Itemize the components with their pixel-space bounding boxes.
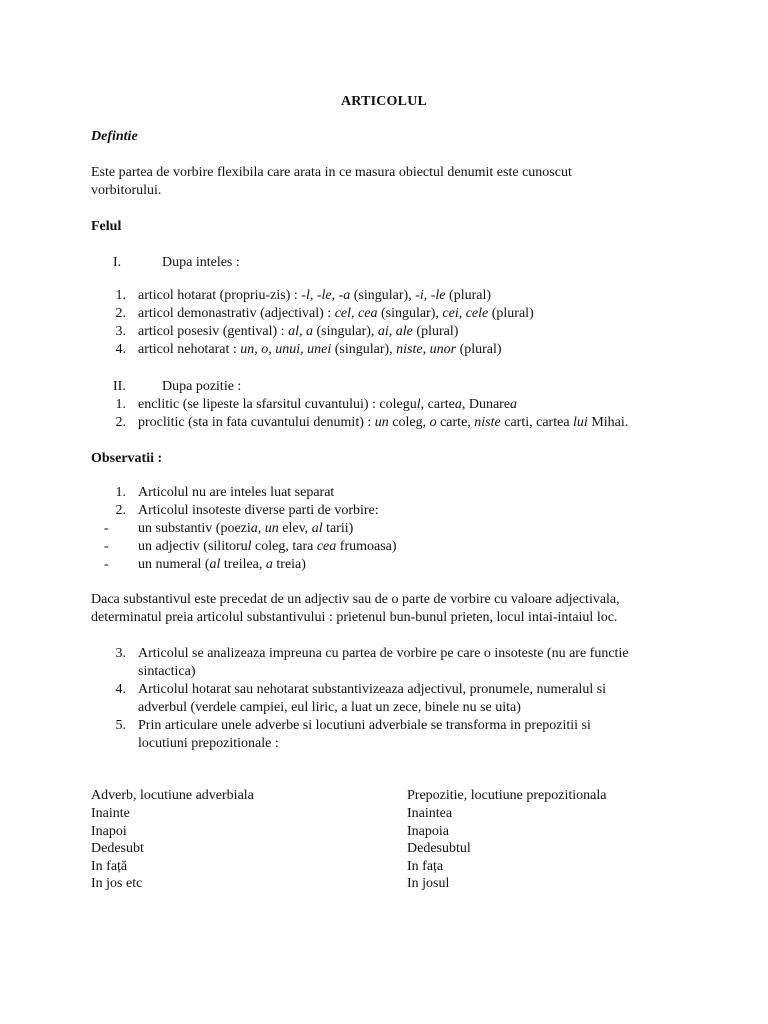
italic-fragment: cea — [316, 539, 337, 554]
text-fragment: articol nehotarat : — [138, 342, 241, 357]
text-fragment: articol hotarat (propriu-zis) : — [138, 288, 302, 303]
italic-fragment: a — [454, 397, 462, 412]
list-marker: 3. — [115, 324, 126, 339]
text-fragment: Articolul insoteste diverse parti de vorbire: — [138, 503, 379, 518]
text-fragment: proclitic (sta in fata cuvantului denumit) : — [138, 415, 375, 430]
italic-fragment: l — [247, 539, 252, 554]
table-cell-preposition: Dedesubtul — [407, 841, 471, 857]
list-item — [138, 287, 491, 305]
note-line2: determinatul preia articolul substantivului : prietenul bun-bunul prieten, locul intai-intaiul loc. — [91, 610, 618, 625]
text-fragment: (singular), — [331, 342, 397, 357]
list-item — [138, 502, 379, 520]
italic-fragment: lui — [573, 415, 588, 430]
table-cell-adverb: In față — [91, 858, 128, 874]
italic-fragment: al — [209, 557, 221, 572]
note-line1: Daca substantivul este precedat de un adjectiv sau de o parte de vorbire cu valoare adjectivala, — [91, 592, 620, 607]
text-fragment: , carte — [420, 397, 455, 412]
text-fragment: tarii) — [322, 521, 354, 536]
list-marker: - — [104, 539, 109, 554]
list-item — [138, 305, 534, 323]
felul-heading: Felul — [91, 219, 122, 234]
list-marker: 5. — [115, 718, 126, 733]
list-item — [138, 396, 517, 414]
italic-fragment: a — [250, 521, 258, 536]
definitie-text-line1: Este partea de vorbire flexibila care arata in ce masura obiectul denumit este cunoscut — [91, 165, 572, 180]
text-fragment: un numeral ( — [138, 557, 210, 572]
roman-numeral-1: I. — [113, 255, 122, 270]
text-fragment: un substantiv (poezi — [138, 521, 251, 536]
list-item — [138, 484, 334, 502]
text-fragment: (singular), — [377, 306, 443, 321]
text-fragment: frumoasa) — [336, 539, 397, 554]
list-marker: 1. — [115, 288, 126, 303]
text-fragment: carte, — [436, 415, 475, 430]
list-item — [138, 323, 458, 341]
italic-fragment: cei, cele — [442, 306, 489, 321]
text-fragment: carti, cartea — [500, 415, 574, 430]
table-cell-adverb: In jos etc — [91, 876, 143, 892]
italic-fragment: al, a — [288, 324, 313, 339]
list-marker: - — [104, 521, 109, 536]
table-cell-preposition: In fața — [407, 858, 444, 874]
table-cell-adverb: Dedesubt — [91, 841, 144, 857]
text-fragment: (plural) — [445, 288, 492, 303]
list-item — [138, 414, 628, 432]
definitie-text-line2: vorbitorului. — [91, 183, 162, 198]
text-fragment: treilea, — [220, 557, 266, 572]
list-marker: 2. — [115, 306, 126, 321]
italic-fragment: al — [311, 521, 323, 536]
list-marker: 1. — [115, 397, 126, 412]
italic-fragment: a — [265, 557, 273, 572]
list-item — [138, 341, 502, 359]
text-fragment: (singular), — [350, 288, 416, 303]
text-fragment: enclitic (se lipeste la sfarsitul cuvantului) : colegu — [138, 397, 417, 412]
table-cell-preposition: In josul — [407, 876, 450, 892]
list-marker: - — [104, 557, 109, 572]
text-fragment: articol demonastrativ (adjectival) : — [138, 306, 335, 321]
italic-fragment: o — [429, 415, 437, 430]
list-marker: 2. — [115, 415, 126, 430]
list-item-line2: locutiuni prepozitionale : — [138, 736, 279, 751]
italic-fragment: niste, unor — [396, 342, 457, 357]
group1-label: Dupa inteles : — [162, 255, 240, 270]
table-cell-preposition: Inaintea — [407, 806, 453, 821]
italic-fragment: ai, ale — [377, 324, 413, 339]
observatii-heading: Observatii : — [91, 451, 163, 466]
italic-fragment: niste — [474, 415, 501, 430]
italic-fragment: -l, -le, -a — [301, 288, 351, 303]
list-marker: 3. — [115, 646, 126, 661]
table-right-header: Prepozitie, locutiune prepozitionala — [407, 788, 607, 803]
list-item — [138, 556, 306, 574]
table-cell-adverb: Inapoi — [91, 823, 127, 839]
italic-fragment: un — [374, 415, 389, 430]
text-fragment: (plural) — [456, 342, 502, 357]
group2-label: Dupa pozitie : — [162, 379, 242, 394]
text-fragment: elev, — [278, 521, 312, 536]
table-cell-adverb: Inainte — [91, 806, 130, 821]
list-marker: 4. — [115, 682, 126, 697]
text-fragment: (singular), — [312, 324, 378, 339]
list-marker: 1. — [115, 485, 126, 500]
text-fragment: coleg, — [388, 415, 430, 430]
table-left-header: Adverb, locutiune adverbiala — [91, 788, 254, 803]
roman-numeral-2: II. — [113, 379, 126, 394]
text-fragment: (plural) — [412, 324, 459, 339]
italic-fragment: un, o, unui, unei — [240, 342, 332, 357]
text-fragment: un adjectiv (silitoru — [138, 539, 248, 554]
list-item — [138, 538, 397, 556]
page-title: ARTICOLUL — [340, 94, 428, 109]
list-item — [138, 520, 353, 538]
text-fragment: treia) — [272, 557, 306, 572]
table-cell-preposition: Inapoia — [407, 823, 449, 839]
text-fragment: , Dunare — [461, 397, 511, 412]
list-item-line2: adverbul (verdele campiei, eul liric, a luat un zece, binele nu se uita) — [138, 700, 521, 715]
italic-fragment: un — [264, 521, 279, 536]
text-fragment: , — [257, 521, 265, 536]
list-marker: 4. — [115, 342, 126, 357]
italic-fragment: a — [510, 397, 518, 412]
text-fragment: articol posesiv (gentival) : — [138, 324, 289, 339]
text-fragment: Mihai. — [587, 415, 629, 430]
italic-fragment: -i, -le — [415, 288, 446, 303]
list-item-line1: Prin articulare unele adverbe si locutiuni adverbiale se transforma in prepozitii si — [138, 718, 591, 733]
italic-fragment: l — [416, 397, 421, 412]
italic-fragment: cel, cea — [334, 306, 378, 321]
list-item-line2: sintactica) — [138, 664, 196, 679]
definitie-heading: Defintie — [91, 129, 138, 144]
text-fragment: coleg, tara — [251, 539, 317, 554]
list-item-line1: Articolul se analizeaza impreuna cu partea de vorbire pe care o insoteste (nu are functie — [138, 646, 629, 661]
list-item-line1: Articolul hotarat sau nehotarat substantivizeaza adjectivul, pronumele, numeralul si — [138, 682, 607, 697]
text-fragment: Articolul nu are inteles luat separat — [138, 485, 335, 500]
text-fragment: (plural) — [488, 306, 534, 321]
list-marker: 2. — [115, 503, 126, 518]
